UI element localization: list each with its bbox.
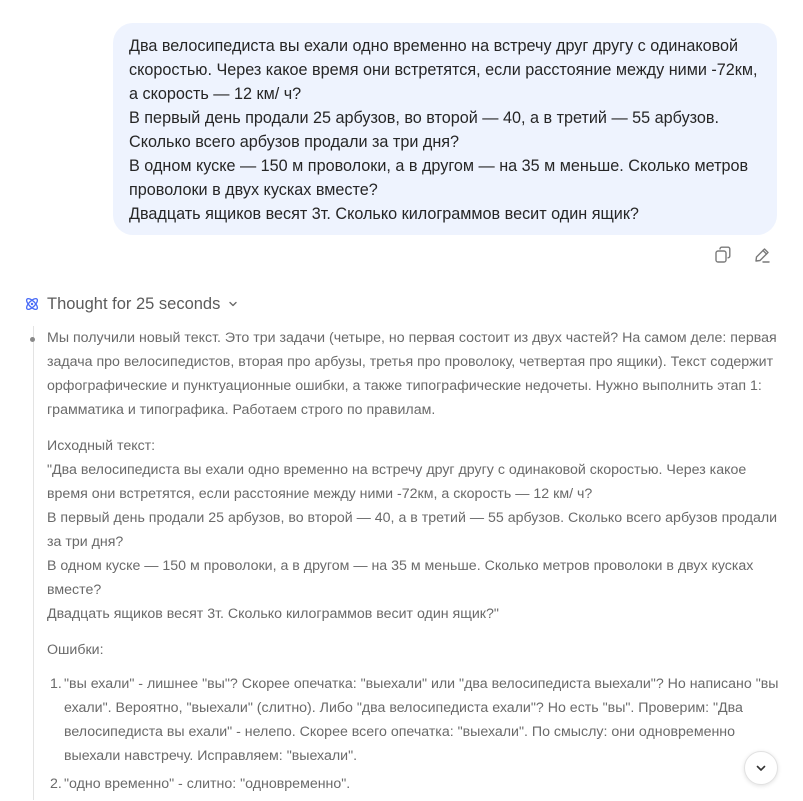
source-text-line: вместе?	[47, 582, 102, 598]
list-item	[47, 672, 795, 768]
thought-intro-line: Мы получили новый текст. Это три задачи (четыре, но первая состоит из двух частей? На самом деле: первая	[47, 330, 777, 346]
bullet-dot	[30, 337, 35, 342]
thought-intro	[47, 326, 795, 422]
thought-title: Thought for 25 seconds	[47, 295, 221, 313]
source-text-line: "Два велосипедиста вы ехали одно временно на встречу друг другу с одинаковой скоростью. Через какое	[47, 462, 747, 478]
list-item-line: "вы ехали" - лишнее "вы"? Скорее опечатка: "выехали" или "два велосипедиста выехали"? Но написано "вы	[64, 676, 779, 692]
thought-intro-line: грамматика и типографика. Работаем строго по правилам.	[47, 402, 436, 418]
thought-intro-line: задача про велосипедистов, вторая про арбузы, третья про проволоку, четвертая про ящики). Текст содержит	[47, 354, 774, 370]
atom-icon	[24, 296, 40, 312]
user-message-line: Два велосипедиста вы ехали одно временно на встречу друг другу с одинаковой	[129, 37, 739, 55]
list-item-line: велосипедиста вы ехали" - нелепо. Скорее всего опечатка: "выехали". По смыслу: они одновременно	[64, 724, 736, 740]
user-message-line: Сколько всего арбузов продали за три дня?	[129, 133, 460, 151]
errors-label: Ошибки:	[47, 642, 104, 658]
chevron-down-icon	[227, 298, 239, 310]
source-text-line: за три дня?	[47, 534, 124, 550]
user-message-line: В первый день продали 25 арбузов, во второй — 40, а в третий — 55 арбузов.	[129, 109, 720, 127]
list-item-line: выехали навстречу. Исправляем: "выехали".	[64, 748, 358, 764]
user-message-line: В одном куске — 150 м проволоки, а в другом — на 35 м меньше. Сколько метров	[129, 157, 749, 175]
thought-content	[33, 326, 795, 800]
source-label: Исходный текст:	[47, 438, 156, 454]
message-actions	[712, 244, 773, 266]
scroll-to-bottom-button[interactable]	[744, 751, 778, 785]
user-message-bubble	[113, 23, 777, 235]
list-item-line: "одно временно" - слитно: "одновременно".	[64, 776, 351, 792]
edit-icon	[753, 246, 771, 264]
thought-intro-line: орфографические и пунктуационные ошибки, а также типографические недочеты. Нужно выполнить этап 1:	[47, 378, 762, 394]
list-item-line: ехали". Вероятно, "выехали" (слитно). Либо "два велосипедиста ехали"? Но есть "вы". Проверим: "Два	[64, 700, 743, 716]
source-text-line: В первый день продали 25 арбузов, во второй — 40, а в третий — 55 арбузов. Сколько всего арбузов продали	[47, 510, 778, 526]
chevron-down-icon	[754, 761, 768, 775]
copy-icon	[714, 246, 732, 264]
user-message-line: проволоки в двух кусках вместе?	[129, 181, 378, 199]
copy-button[interactable]	[712, 244, 734, 266]
source-text-line: Двадцать ящиков весят 3т. Сколько килограммов весит один ящик?"	[47, 606, 499, 622]
edit-button[interactable]	[751, 244, 773, 266]
user-message-line: а скорость — 12 км/ ч?	[129, 85, 302, 103]
thought-toggle[interactable]	[24, 293, 239, 315]
list-item	[47, 772, 795, 796]
list-item-number: 1.	[50, 676, 62, 692]
errors-list	[47, 672, 795, 796]
user-message-line: скоростью. Через какое время они встретятся, если расстояние между ними -72км,	[129, 61, 758, 79]
source-text-line: время они встретятся, если расстояние между ними -72км, а скорость — 12 км/ ч?	[47, 486, 593, 502]
list-item-number: 2.	[50, 776, 62, 792]
user-message-line: Двадцать ящиков весят 3т. Сколько килограммов весит один ящик?	[129, 205, 639, 223]
source-text-line: В одном куске — 150 м проволоки, а в другом — на 35 м меньше. Сколько метров проволоки в двух кусках	[47, 558, 754, 574]
source-text	[47, 458, 795, 626]
